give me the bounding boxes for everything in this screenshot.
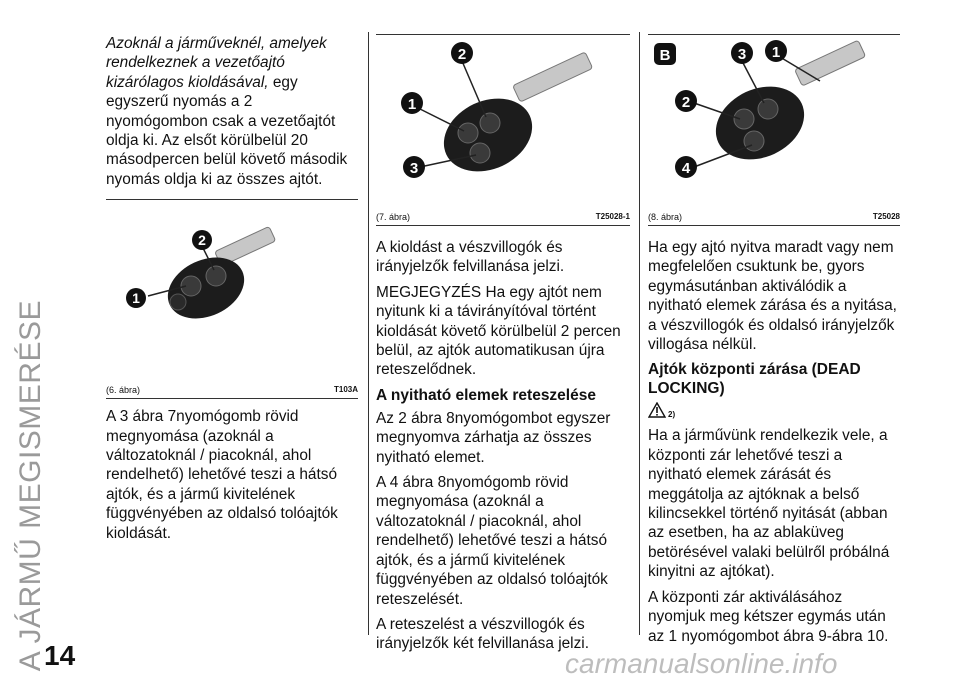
button-3 — [470, 143, 490, 163]
key-blade — [795, 40, 866, 86]
label-2: 2 — [457, 46, 467, 63]
paragraph: Ha a járművünk rendelkezik vele, a központi zár lehetővé teszi a nyitható elemek zárását és meggátolja az ajtóknak a belső kilincsekkel történő nyitását (abban az esetben, ha az ablaküveg betörésével valaki belülről próbálná kinyitni az ajtókat). — [648, 427, 890, 581]
intro-paragraph — [106, 34, 358, 189]
caption-code: T25028-1 — [595, 212, 630, 221]
label-1: 1 — [132, 290, 140, 307]
warning-note — [648, 402, 900, 422]
key-body — [704, 73, 816, 174]
warning-triangle-icon — [648, 402, 666, 418]
button-2 — [480, 113, 500, 133]
intro-text: egy egyszerű nyomás a 2 nyomógombon csak a vezetőajtót oldja ki. Az elsőt körülbelül 20 másodpercen belül követő második nyomás oldja ki az összes ajtót. — [106, 73, 348, 188]
paragraph: A reteszelést a vészvillogók és irányjelzők két felvillanása jelzi. — [376, 615, 589, 653]
caption-label: (7. ábra) — [376, 212, 411, 222]
button-1 — [458, 123, 478, 143]
figure-caption — [106, 385, 358, 395]
button-4 — [744, 131, 764, 151]
paragraph: A kioldást a vészvillogók és irányjelzők felvillanása jelzi. — [376, 239, 565, 276]
paragraph: Az 2 ábra 8nyomógombot egyszer megnyomva zárhatja az összes nyitható elemet. — [376, 409, 611, 466]
paragraph: A 4 ábra 8nyomógomb rövid megnyomása (azoknál a változatoknál / piacoknál, ahol rendelhető) lehetővé teszi a hátsó ajtók, és a jármű kivitelének függvényében az oldalsó tolóajtók reteszelését. — [376, 474, 608, 608]
figure-caption — [376, 212, 630, 222]
watermark: carmanualsonline.info — [565, 648, 838, 678]
figure-8 — [648, 34, 900, 226]
label-2: 2 — [681, 94, 691, 111]
label-3: 3 — [737, 46, 747, 63]
section-title: A JÁRMŰ MEGISMERÉSE — [14, 300, 47, 672]
figure-6 — [106, 199, 358, 399]
page-number: 14 — [44, 640, 76, 671]
label-3: 3 — [409, 160, 419, 177]
column-1 — [106, 34, 358, 549]
label-2: 2 — [198, 232, 206, 249]
button-3 — [758, 99, 778, 119]
label-B: B — [659, 47, 671, 64]
label-1: 1 — [407, 96, 417, 113]
paragraph: MEGJEGYZÉS Ha egy ajtót nem nyitunk ki a távirányítóval történt kioldását követő körülbelül 2 percen belül, az ajtók automatikusan újra reteszelődnek. — [376, 283, 621, 379]
intro-italic-text: Azoknál a járműveknél, amelyek rendelkeznek a vezetőajtó kizárólagos kioldásával, — [106, 35, 327, 91]
label-4: 4 — [681, 160, 691, 177]
key-fob-illustration — [106, 200, 358, 380]
key-body — [432, 85, 544, 186]
caption-label: (6. ábra) — [106, 385, 141, 396]
key-body — [158, 246, 254, 331]
caption-code: T103A — [333, 385, 358, 395]
caption-label: (8. ábra) — [648, 212, 683, 222]
figure-caption — [648, 212, 900, 222]
key-fob-illustration — [648, 35, 900, 207]
paragraph: A központi zár aktiválásához nyomjuk meg kétszer egymás után az 1 nyomógombot ábra 9-ábra 10. — [648, 588, 889, 645]
warning-note-ref: 2) — [668, 410, 676, 420]
paragraph: A 3 ábra 7nyomógomb rövid megnyomása (azoknál a változatoknál / piacoknál, ahol rendelhető) lehetővé teszi a hátsó ajtók, és a jármű kivitelének függvényében az oldalsó tolóajtók kioldását. — [106, 408, 338, 542]
key-blade — [513, 52, 593, 102]
button-2 — [734, 109, 754, 129]
label-1: 1 — [771, 44, 781, 61]
caption-code: T25028 — [872, 212, 900, 221]
section-heading: A nyitható elemek reteszelése — [376, 386, 596, 404]
column-divider — [368, 32, 369, 635]
column-divider — [639, 32, 640, 635]
column-3 — [648, 34, 900, 652]
key-fob-illustration — [376, 35, 630, 207]
paragraph: Ha egy ajtó nyitva maradt vagy nem megfelelően csuktunk be, gyors egymásutánban aktiválódik a nyitható elemek zárása és a nyitása, a vészvillogók és oldalsó irányjelzők villogása nélkül. — [648, 239, 897, 354]
key-button — [170, 294, 186, 310]
section-heading: Ajtók központi zárása (DEAD LOCKING) — [648, 361, 861, 398]
column-2 — [376, 34, 630, 660]
figure-7 — [376, 34, 630, 226]
button-2 — [206, 266, 226, 286]
